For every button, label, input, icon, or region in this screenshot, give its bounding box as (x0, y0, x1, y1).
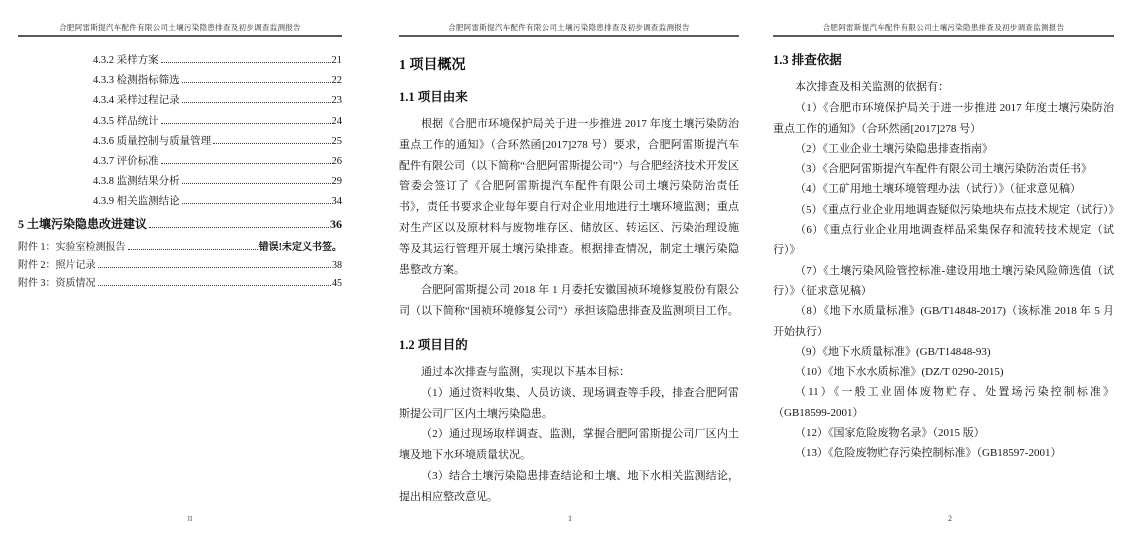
reference-list (773, 98, 1120, 463)
toc-entry-label: 4.3.6 质量控制与质量管理 (93, 135, 212, 147)
toc-entry-label: 4.3.9 相关监测结论 (93, 196, 180, 208)
header-rule (18, 35, 342, 37)
page-number: 2 (948, 514, 952, 523)
toc-entry-annex (18, 256, 342, 271)
reference-item: （11）《一般工业固体废物贮存、处置场污染控制标准》（GB18599-2001） (773, 386, 1114, 419)
paragraph-purpose-lead: 通过本次排查与监测，实现以下基本目标： (421, 365, 630, 378)
toc-entry (93, 52, 342, 67)
reference-item: （13）《危险废物贮存污染控制标准》（GB18597-2001） (795, 447, 1062, 460)
reference-item: （1）《合肥市环境保护局关于进一步推进 2017 年度土壤污染防治重点工作的通知》（合环然函[2017]278 号） (773, 102, 1114, 135)
toc-entry-chapter (18, 215, 342, 232)
toc-entry (93, 153, 342, 168)
toc-entry (93, 113, 342, 128)
toc-entry-page: 26 (331, 155, 342, 167)
toc-entry-label: 4.3.4 采样过程记录 (93, 95, 180, 107)
toc-entry-page-error: 错误!未定义书签。 (258, 242, 342, 254)
toc-leader-dots (98, 267, 332, 268)
section-heading-overview: 1 项目概况 (399, 58, 466, 73)
paragraph-origin-1: 根据《合肥市环境保护局关于进一步推进 2017 年度土壤污染防治重点工作的通知》（合环然函[2017]278 号）要求，合肥阿雷斯提汽车配件有限公司（以下简称“合肥阿雷斯提公司”）与合肥经济技术开发区管委会签订了《合肥阿雷斯提汽车配件有限公司土壤污染防治责任书》，责任书要求企业每年要自行对企业用地进行土壤环境监测；重点对生产区以及原材料与废物堆存区、储放区、转运区、污染治理设施等及其运行管理开展土壤污染排查。根据排查情况，制定土壤污染隐患整改方案。 (399, 118, 739, 276)
toc-entry-page: 45 (332, 277, 342, 289)
toc-entry-label: 4.3.2 采样方案 (93, 55, 159, 66)
reference-item: （3）《合肥阿雷斯提汽车配件有限公司土壤污染防治责任书》 (795, 163, 1092, 176)
toc-entry (93, 193, 342, 208)
subsection-heading-purpose: 1.2 项目目的 (399, 337, 468, 352)
toc-entry-page: 24 (331, 115, 342, 127)
toc-entry-label: 附件 2：照片记录 (18, 260, 96, 272)
reference-item: （2）《工业企业土壤污染隐患排查指南》 (795, 142, 993, 155)
toc-leader-dots (161, 62, 331, 63)
reference-item: （5）《重点行业企业用地调查疑似污染地块布点技术规定（试行）》 (795, 203, 1120, 216)
reference-item: （9）《地下水质量标准》(GB/T14848-93) (795, 345, 991, 358)
toc-leader-dots (98, 285, 332, 286)
reference-item: （4）《工矿用地土壤环境管理办法（试行）》（征求意见稿） (795, 183, 1081, 196)
toc-entry-page: 22 (331, 75, 342, 87)
toc-entry-label: 4.3.5 样品统计 (93, 115, 159, 127)
reference-item: （7）《土壤污染风险管控标准-建设用地土壤污染风险筛选值（试行）》（征求意见稿） (773, 264, 1114, 297)
toc-leader-dots (213, 143, 330, 144)
subsection-heading-basis: 1.3 排查依据 (773, 53, 842, 67)
toc-leader-dots (161, 163, 331, 164)
toc-leader-dots (182, 183, 331, 184)
toc-entry-page: 29 (331, 176, 342, 188)
toc-leader-dots (128, 249, 258, 250)
toc-leader-dots (149, 227, 329, 228)
toc-entry-page: 23 (331, 95, 342, 107)
toc-entry-annex (18, 274, 342, 289)
toc-entry (93, 133, 342, 148)
running-header: 合肥阿雷斯提汽车配件有限公司土壤污染隐患排查及初步调查监测报告 (822, 23, 1065, 32)
page-basis (760, 0, 1140, 559)
toc-entry-annex (18, 238, 342, 253)
paragraph-goal-3: （3）结合土壤污染隐患排查结论和土壤、地下水相关监测结论，提出相应整改意见。 (399, 469, 739, 503)
toc-entry-label: 4.3.7 评价标准 (93, 155, 159, 167)
reference-item: （8）《地下水质量标准》(GB/T14848-2017)（该标准 2018 年 5 月开始执行） (773, 305, 1114, 338)
reference-item: （12）《国家危险废物名录》（2015 版） (795, 427, 985, 440)
running-header: 合肥阿雷斯提汽车配件有限公司土壤污染隐患排查及初步调查监测报告 (448, 23, 690, 32)
toc-entry-page: 21 (331, 55, 342, 66)
page-overview (385, 0, 755, 559)
toc-entry-label: 4.3.8 监测结果分析 (93, 176, 180, 188)
reference-item: （10）《地下水水质标准》(DZ/T 0290-2015) (795, 366, 1004, 379)
paragraph-basis-intro: 本次排查及相关监测的依据有： (795, 81, 949, 93)
toc-leader-dots (182, 102, 331, 103)
toc-entry-page: 38 (332, 260, 342, 272)
toc-entry (93, 72, 342, 87)
page-toc (0, 0, 380, 559)
toc-entry-page: 36 (330, 217, 342, 232)
page-number: II (187, 515, 193, 523)
paragraph-goal-2: （2）通过现场取样调查、监测，掌握合肥阿雷斯提公司厂区内土壤及地下水环境质量状况。 (399, 428, 739, 462)
toc-entry-page: 34 (331, 196, 342, 208)
toc-entry-label: 5 土壤污染隐患改进建议 (18, 217, 148, 232)
toc-leader-dots (161, 123, 331, 124)
page-number: 1 (568, 514, 572, 523)
toc-leader-dots (182, 82, 331, 83)
toc-entry-label: 4.3.3 检测指标筛选 (93, 75, 180, 87)
toc-entry-label: 附件 1：实验室检测报告 (18, 242, 126, 254)
header-rule (399, 35, 739, 37)
header-rule (773, 35, 1114, 37)
toc-leader-dots (182, 203, 331, 204)
toc-entry-label: 附件 3：资质情况 (18, 277, 96, 289)
paragraph-goal-1: （1）通过资料收集、人员访谈、现场调查等手段，排查合肥阿雷斯提公司厂区内土壤污染隐患。 (399, 386, 739, 420)
toc-entry (93, 92, 342, 107)
toc-entry (93, 173, 342, 188)
paragraph-origin-2: 合肥阿雷斯提公司 2018 年 1 月委托安徽国祯环境修复股份有限公司（以下简称“国祯环境修复公司”）承担该隐患排查及监测项目工作。 (399, 284, 739, 318)
table-of-contents (18, 52, 342, 289)
subsection-heading-origin: 1.1 项目由来 (399, 90, 468, 104)
toc-entry-page: 25 (331, 135, 342, 147)
running-header: 合肥阿雷斯提汽车配件有限公司土壤污染隐患排查及初步调查监测报告 (59, 23, 301, 32)
reference-item: （6）《重点行业企业用地调查样品采集保存和流转技术规定（试行）》 (773, 224, 1114, 257)
